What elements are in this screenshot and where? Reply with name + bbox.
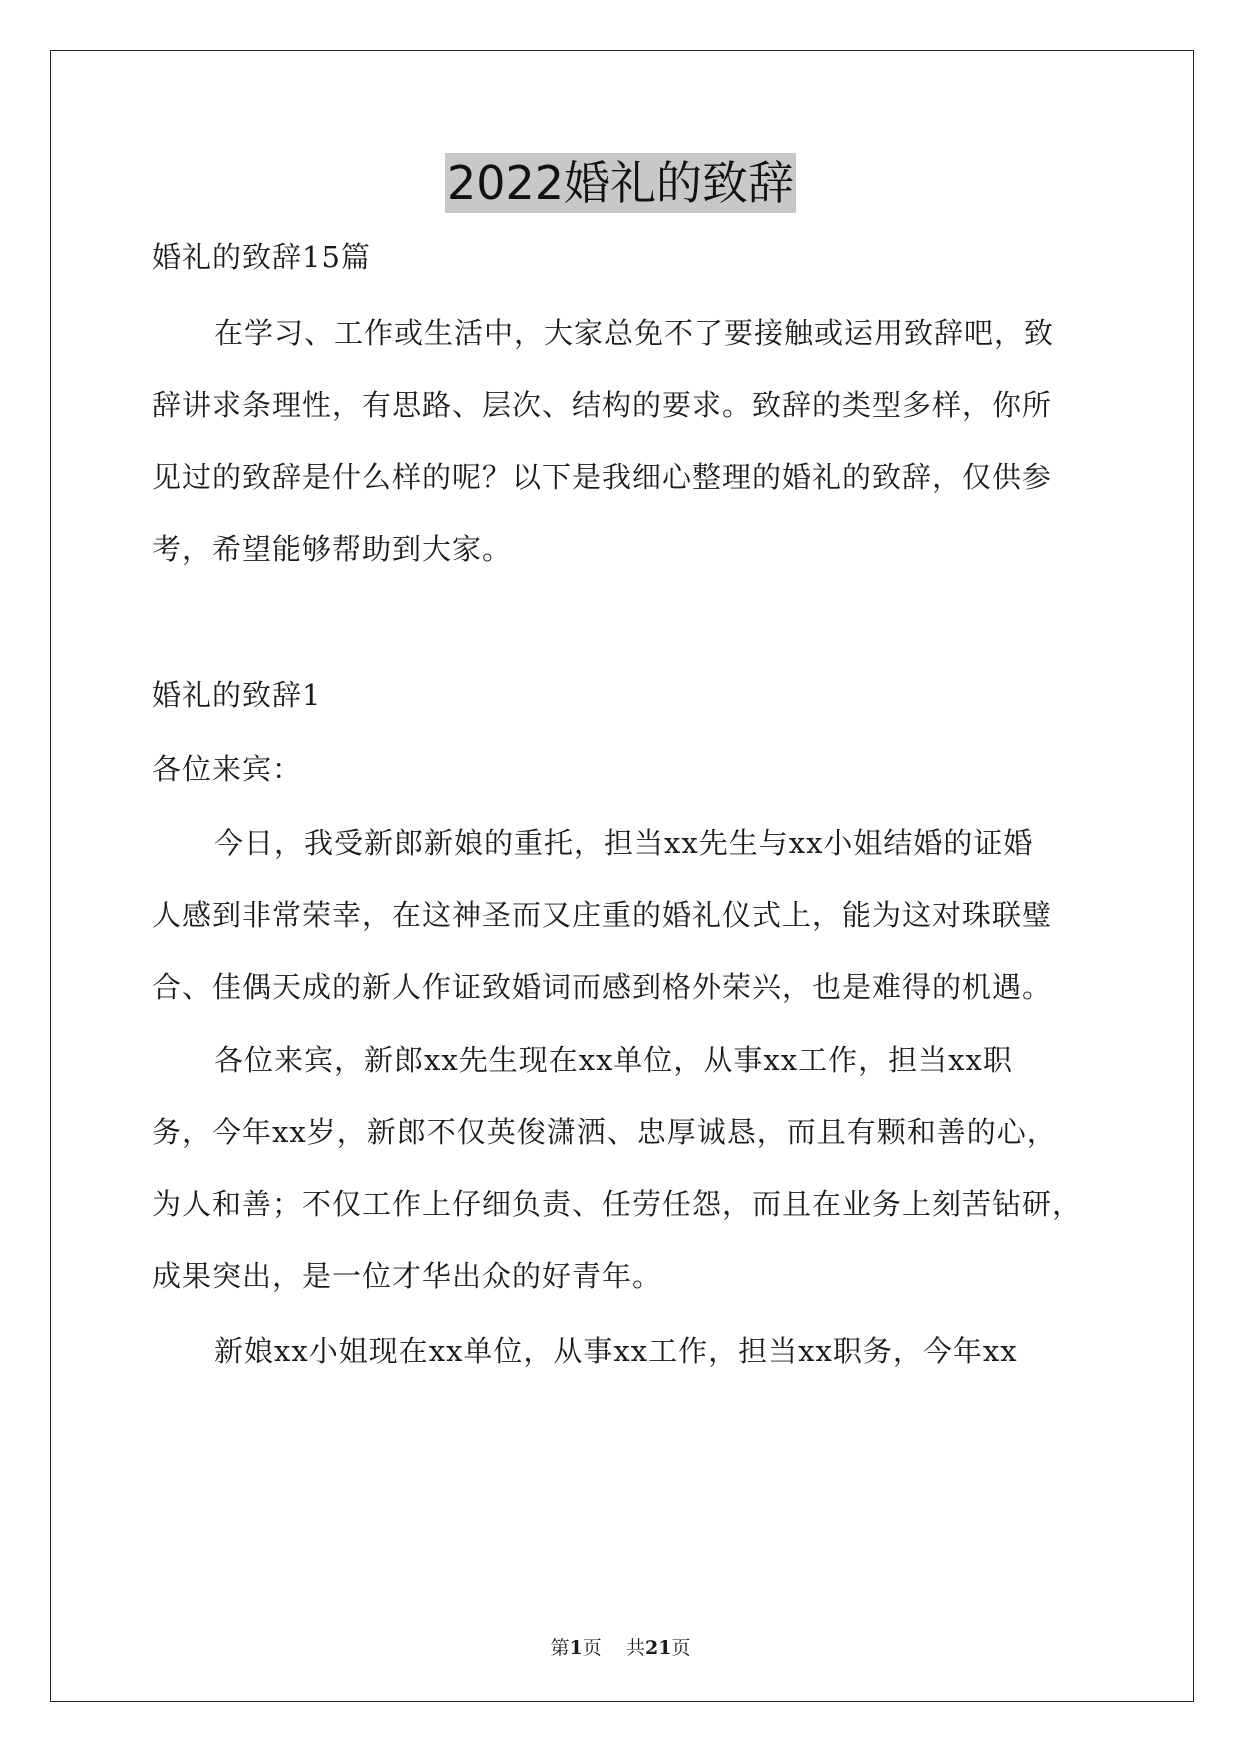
section-heading: 婚礼的致辞1	[152, 678, 322, 712]
page-suffix: 页	[582, 1637, 602, 1659]
salutation: 各位来宾：	[152, 752, 303, 786]
paragraph-line: 各位来宾，新郎xx先生现在xx单位，从事xx工作，担当xx职	[214, 1043, 1013, 1077]
paragraph-line: 为人和善；不仅工作上仔细负责、任劳任怨，而且在业务上刻苦钻研，	[152, 1187, 1083, 1221]
paragraph-line: 在学习、工作或生活中，大家总免不了要接触或运用致辞吧，致	[214, 316, 1055, 350]
page-border	[50, 50, 1194, 1702]
page-footer	[0, 1636, 1241, 1660]
paragraph-line: 新娘xx小姐现在xx单位，从事xx工作，担当xx职务，今年xx	[214, 1334, 1018, 1368]
total-prefix: 共	[625, 1637, 645, 1659]
page-number: 1	[569, 1637, 583, 1659]
paragraph-line: 今日，我受新郎新娘的重托，担当xx先生与xx小姐结婚的证婚	[214, 826, 1034, 860]
paragraph-line: 辞讲求条理性，有思路、层次、结构的要求。致辞的类型多样，你所	[152, 388, 1053, 422]
total-pages: 21	[644, 1637, 672, 1659]
page-prefix: 第	[550, 1637, 570, 1659]
total-suffix: 页	[671, 1637, 691, 1659]
paragraph-line: 婚礼的致辞15篇	[152, 240, 371, 274]
document-title: 2022婚礼的致辞	[445, 153, 796, 213]
paragraph-line: 见过的致辞是什么样的呢？以下是我细心整理的婚礼的致辞，仅供参	[152, 460, 1053, 494]
paragraph-line: 成果突出，是一位才华出众的好青年。	[152, 1259, 663, 1293]
paragraph-line: 人感到非常荣幸，在这神圣而又庄重的婚礼仪式上，能为这对珠联璧	[152, 898, 1053, 932]
paragraph-line: 考，希望能够帮助到大家。	[152, 532, 513, 566]
paragraph-line: 务，今年xx岁，新郎不仅英俊潇洒、忠厚诚恳，而且有颗和善的心，	[152, 1115, 1057, 1149]
paragraph-line: 合、佳偶天成的新人作证致婚词而感到格外荣兴，也是难得的机遇。	[152, 970, 1053, 1004]
title-wrap	[0, 153, 1241, 213]
